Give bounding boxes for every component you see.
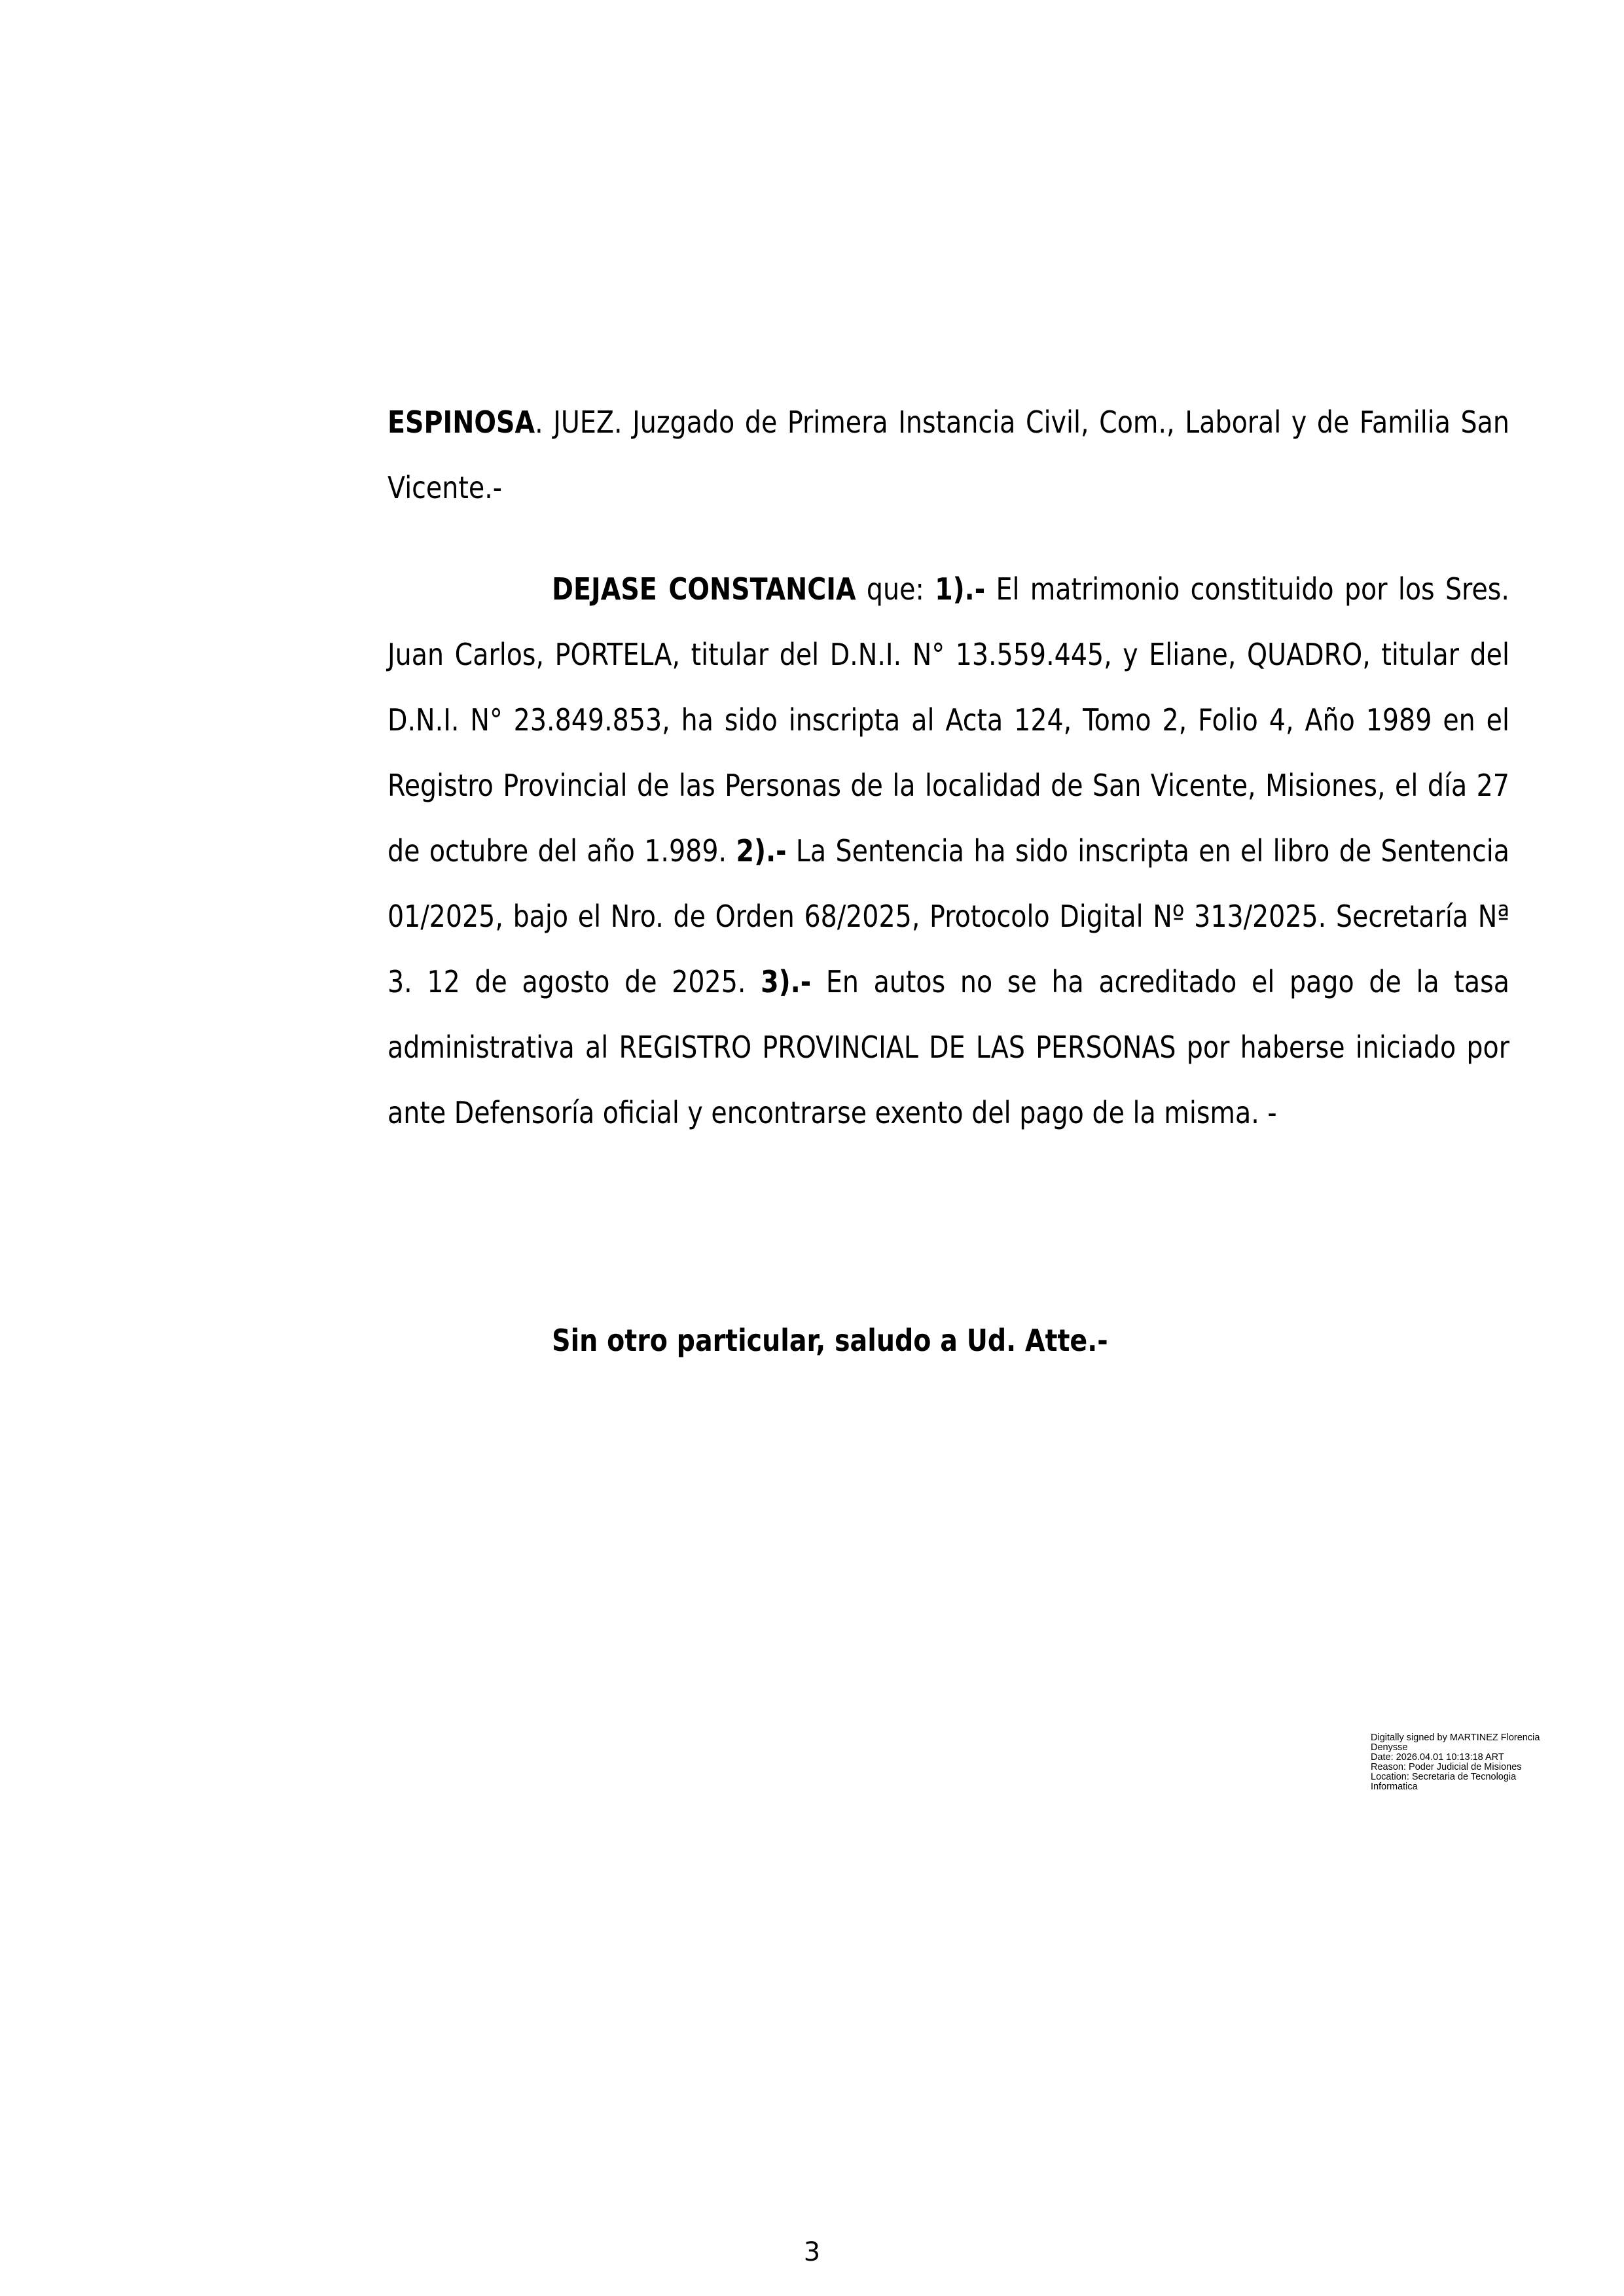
- signature-line-4: Reason: Poder Judicial de Misiones: [1371, 1762, 1522, 1772]
- page-number: 3: [803, 2237, 821, 2267]
- item-2-text: La Sentencia ha sido inscripta en el libro de Sentencia 01/2025, bajo el Nro. de Orden 68/2025, Protocolo Digital Nº 313/2025. Secretaría Nª 3. 12 de agosto de 2025.: [388, 833, 1509, 999]
- digital-signature-stamp: [1371, 1733, 1593, 1792]
- signature-line-6: Informatica: [1371, 1782, 1418, 1792]
- judge-name: ESPINOSA: [388, 404, 535, 440]
- paragraph-judge: [388, 389, 1509, 520]
- constancia-lead: que:: [856, 571, 935, 607]
- constancia-heading: DEJASE CONSTANCIA: [552, 571, 856, 607]
- item-2-label: 2).-: [736, 833, 787, 869]
- closing-paragraph: [388, 1308, 1509, 1373]
- item-1-label: 1).-: [935, 571, 986, 607]
- paragraph-constancia: [388, 556, 1509, 1145]
- item-1-text: El matrimonio constituido por los Sres. Juan Carlos, PORTELA, titular del D.N.I. N° 13.559.445, y Eliane, QUADRO, titular del D.N.I. N° 23.849.853, ha sido inscripta al Acta 124, Tomo 2, Folio 4, Año 1989 en el Registro Provincial de las Personas de la localidad de San Vicente, Misiones, el día 27 de octubre del año 1.989.: [388, 571, 1509, 869]
- signature-line-3: Date: 2026.04.01 10:13:18 ART: [1371, 1752, 1504, 1763]
- judge-court-text: . JUEZ. Juzgado de Primera Instancia Civil, Com., Laboral y de Familia San Vicente.-: [388, 404, 1509, 505]
- item-3-text: En autos no se ha acreditado el pago de la tasa administrativa al REGISTRO PROVINCIAL DE LAS PERSONAS por haberse iniciado por ante Defensoría oficial y encontrarse exento del pago de la misma. -: [388, 964, 1509, 1130]
- item-3-label: 3).-: [761, 964, 812, 999]
- signature-line-2: Denysse: [1371, 1742, 1408, 1753]
- closing-text: Sin otro particular, saludo a Ud. Atte.-: [552, 1323, 1108, 1358]
- signature-line-5: Location: Secretaria de Tecnologia: [1371, 1772, 1517, 1782]
- signature-line-1: Digitally signed by MARTINEZ Florencia: [1371, 1732, 1540, 1743]
